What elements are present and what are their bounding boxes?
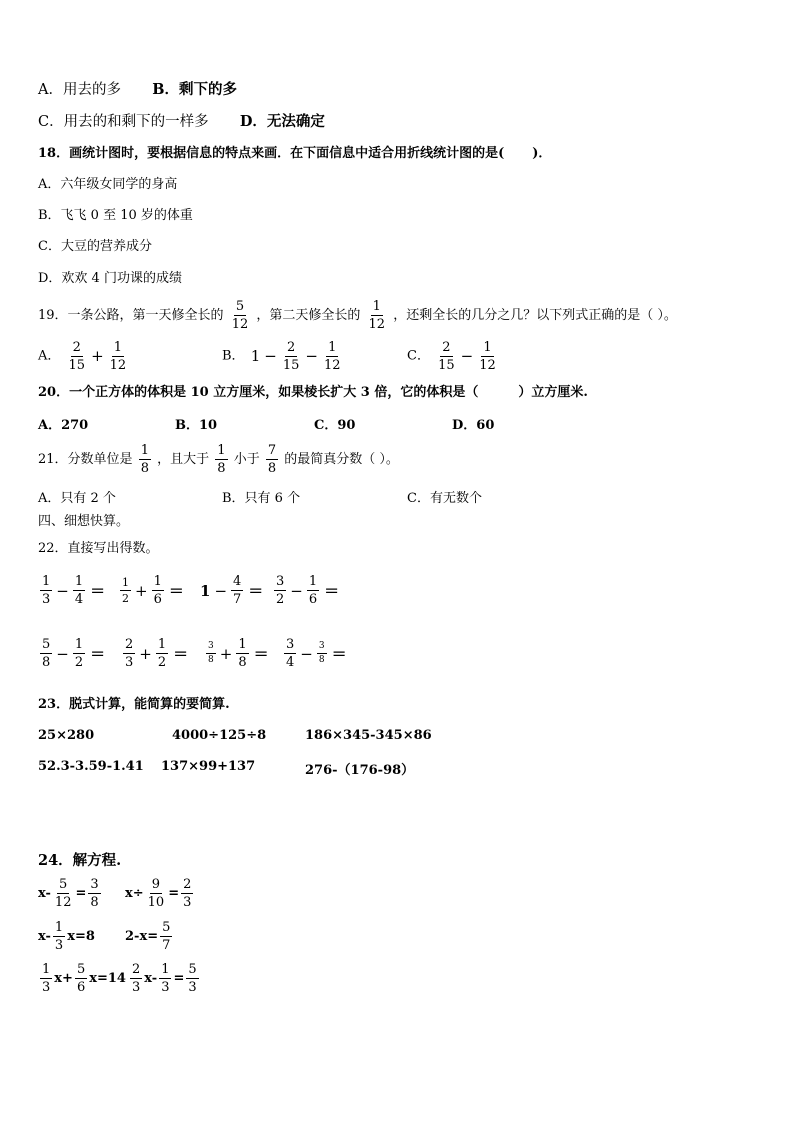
q23-expr: 186×345-345×86 (305, 728, 432, 743)
q19-option-b: B． 1 − $\frac{2}{15}$ − $\frac{1}{12}$ (222, 339, 341, 373)
fraction: $\frac{2}{15}$ (438, 339, 455, 373)
q17-option-b: B．剩下的多 (152, 81, 237, 98)
fraction: $\frac{7}{8}$ (267, 443, 277, 476)
q20-stem: 20．一个正方体的体积是 10 立方厘米，如果棱长扩大 3 倍，它的体积是（ ）立方厘米. (38, 385, 588, 400)
q21-option-b: B．只有 6 个 (222, 491, 301, 506)
fraction: $\frac{2}{15}$ (282, 339, 300, 373)
q24-equation-3: x- $\frac{1}{3}$ x=8 (38, 920, 95, 953)
q24-stem: 24．解方程. (38, 852, 122, 869)
q24-equation-4: 2-x= $\frac{5}{7}$ (125, 920, 171, 953)
fraction: $\frac{1}{12}$ (368, 299, 386, 332)
q20-option-d: D．60 (452, 418, 495, 433)
q23-expr: 25×280 (38, 728, 95, 743)
fraction: $\frac{1}{12}$ (479, 339, 496, 373)
q24-equation-6: $\frac{2}{3}$ x- $\frac{1}{3}$ = $\frac{5}{3}$ (132, 962, 197, 995)
q18-stem: 18．画统计图时，要根据信息的特点来画．在下面信息中适合用折线统计图的是( )． (38, 146, 552, 161)
q20-option-c: C．90 (314, 418, 356, 433)
q23-expr: 276-（176-98） (305, 763, 415, 778)
q18-option-c: C．大豆的营养成分 (38, 239, 152, 254)
fraction: $\frac{1}{12}$ (323, 339, 341, 373)
q24-equation-5: $\frac{1}{3}$ x+ $\frac{5}{6}$ x=14 (42, 962, 126, 995)
q22-expr-4: $\frac{3}{2}$ − $\frac{1}{6}$ ＝ (276, 574, 340, 607)
q22-expr-1: $\frac{1}{3}$ − $\frac{1}{4}$ ＝ (42, 574, 106, 607)
q18-option-d: D．欢欢 4 门功课的成绩 (38, 271, 182, 286)
q20-option-b: B．10 (175, 418, 218, 433)
q22-expr-7: $\frac{3}{8}$ + $\frac{1}{8}$ ＝ (208, 637, 269, 670)
fraction: $\frac{5}{12}$ (231, 299, 249, 332)
q24-equation-1: x- $\frac{5}{12}$ = $\frac{3}{8}$ (38, 877, 99, 910)
q18-option-b: B．飞飞 0 至 10 岁的体重 (38, 208, 193, 223)
section-heading: 四、细想快算。 (38, 514, 130, 529)
q23-expr: 52.3-3.59-1.41 (38, 759, 144, 774)
q22-expr-3: 1 − $\frac{4}{7}$ ＝ (200, 574, 264, 607)
q21-stem: 21．分数单位是 $\frac{1}{8}$ ，且大于 $\frac{1}{8}$ 小于 $\frac{7}{8}$ 的最简真分数（ ）。 (38, 443, 399, 476)
fraction: $\frac{1}{8}$ (217, 443, 226, 476)
fraction: $\frac{1}{12}$ (109, 339, 127, 373)
q17-option-d: D．无法确定 (239, 113, 325, 130)
q21-option-c: C．有无数个 (407, 491, 482, 506)
q17-options-row2 (38, 112, 325, 132)
q22-expr-8: $\frac{3}{4}$ − $\frac{3}{8}$ ＝ (286, 637, 347, 670)
q20-option-a: A．270 (38, 418, 89, 433)
q22-expr-5: $\frac{5}{8}$ − $\frac{1}{2}$ ＝ (42, 637, 106, 670)
q19-option-c: C． $\frac{2}{15}$ − $\frac{1}{12}$ (407, 339, 496, 373)
q18-option-a: A．六年级女同学的身高 (38, 177, 178, 192)
q17-options-row1 (38, 80, 237, 100)
q19-stem: 19．一条公路，第一天修全长的 $\frac{5}{12}$ ，第二天修全长的 $\frac{1}{12}$ ，还剩全长的几分之几？以下列式正确的是（ ）。 (38, 299, 677, 332)
q23-stem: 23．脱式计算，能简算的要简算. (38, 697, 230, 712)
q17-option-c: C．用去的和剩下的一样多 (38, 114, 209, 130)
q17-option-a: A．用去的多 (38, 82, 121, 98)
q23-expr: 4000÷125÷8 (172, 728, 267, 743)
q22-expr-6: $\frac{2}{3}$ + $\frac{1}{2}$ ＝ (125, 637, 189, 670)
q24-equation-2: x÷ $\frac{9}{10}$ = $\frac{2}{3}$ (125, 877, 192, 910)
fraction: $\frac{1}{8}$ (140, 443, 149, 476)
q19-option-a: A． $\frac{2}{15}$ + $\frac{1}{12}$ (38, 339, 127, 373)
q22-stem: 22．直接写出得数。 (38, 541, 159, 556)
fraction: $\frac{2}{15}$ (68, 339, 86, 373)
q23-expr: 137×99+137 (161, 759, 256, 774)
q22-expr-2: $\frac{1}{2}$ + $\frac{1}{6}$ ＝ (122, 574, 184, 607)
q21-option-a: A．只有 2 个 (38, 491, 116, 506)
